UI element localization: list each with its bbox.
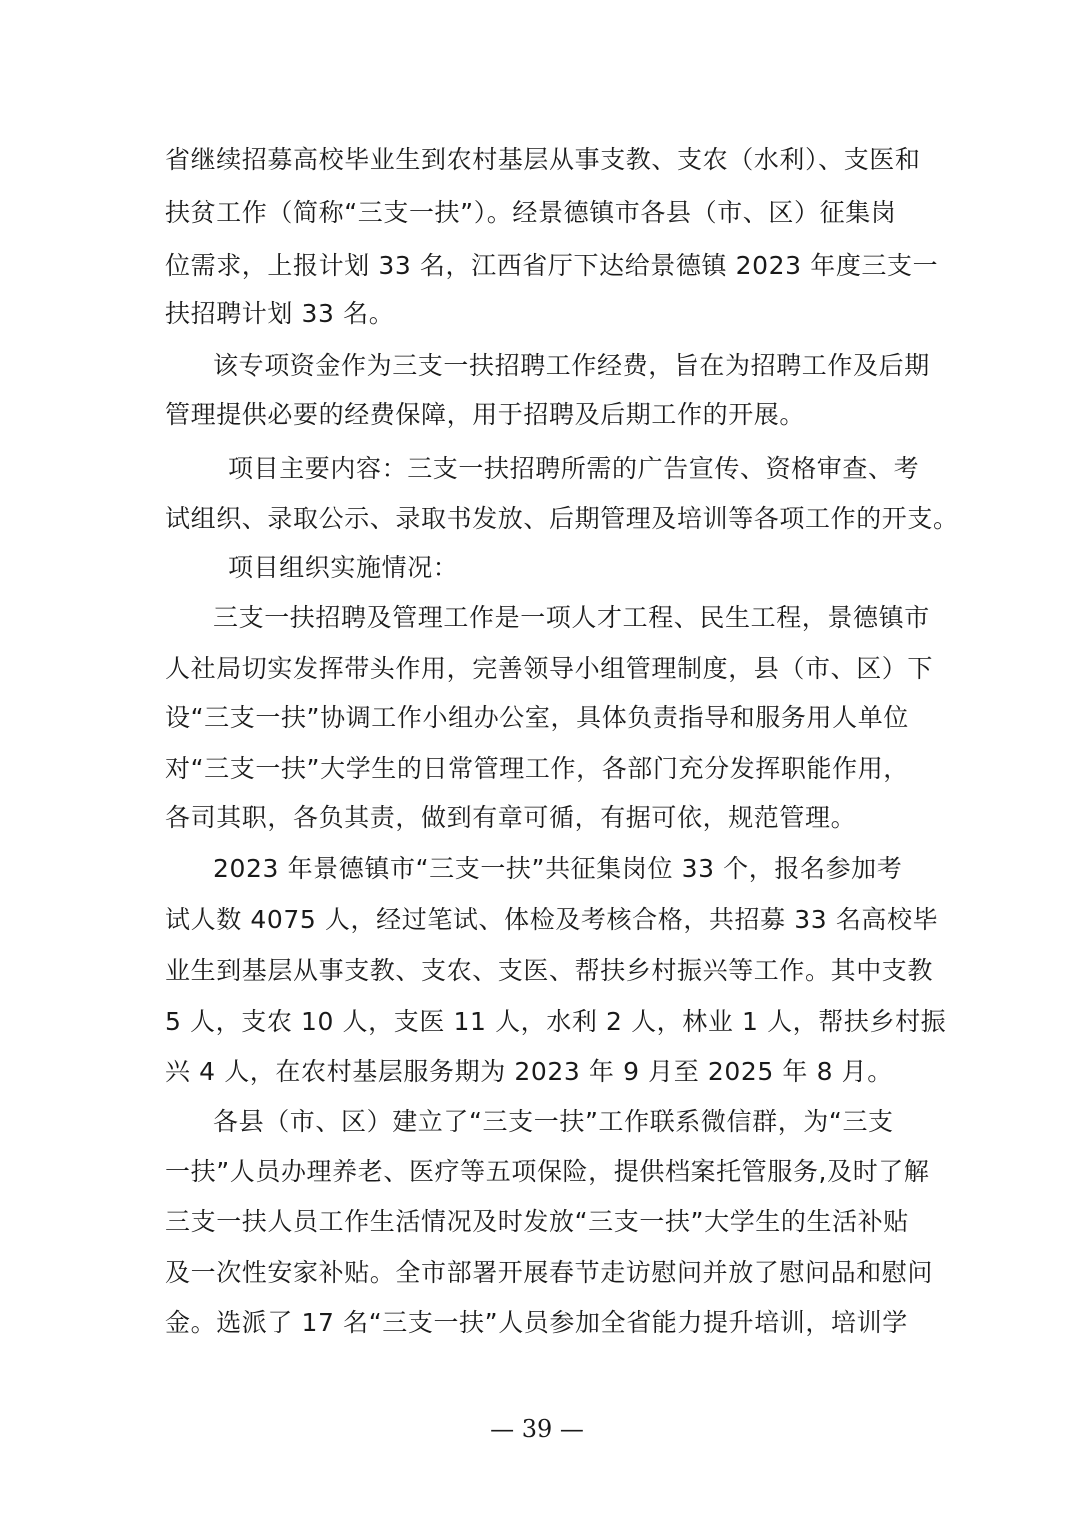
text-line: 扶招聘计划 33 名。 xyxy=(165,299,395,328)
text-line: 位需求，上报计划 33 名，江西省厅下达给景德镇 2023 年度三支一 xyxy=(165,251,939,280)
text-line: 兴 4 人，在农村基层服务期为 2023 年 9 月至 2025 年 8 月。 xyxy=(165,1057,893,1086)
text-line: 金。选派了 17 名“三支一扶”人员参加全省能力提升培训，培训学 xyxy=(165,1308,908,1337)
text-line: 5 人，支农 10 人，支医 11 人，水利 2 人，林业 1 人，帮扶乡村振 xyxy=(165,1007,947,1036)
text-line: 管理提供必要的经费保障，用于招聘及后期工作的开展。 xyxy=(165,400,806,429)
text-line: 试组织、录取公示、录取书发放、后期管理及培训等各项工作的开支。 xyxy=(165,504,959,533)
text-line: 2023 年景德镇市“三支一扶”共征集岗位 33 个，报名参加考 xyxy=(213,854,903,883)
text-line: 对“三支一扶”大学生的日常管理工作，各部门充分发挥职能作用， xyxy=(165,754,909,783)
text-line: 各司其职，各负其责，做到有章可循，有据可依，规范管理。 xyxy=(165,803,857,832)
text-line: 一扶”人员办理养老、医疗等五项保险，提供档案托管服务,及时了解 xyxy=(165,1157,930,1186)
section-heading: 项目组织实施情况： xyxy=(228,553,459,582)
text-line: 三支一扶招聘及管理工作是一项人才工程、民生工程，景德镇市 xyxy=(213,603,930,632)
page-number: — 39 — xyxy=(490,1415,584,1443)
text-line: 及一次性安家补贴。全市部署开展春节走访慰问并放了慰问品和慰问 xyxy=(165,1258,934,1287)
text-line: 省继续招募高校毕业生到农村基层从事支教、支农（水利）、支医和 xyxy=(165,145,921,174)
text-line: 三支一扶人员工作生活情况及时发放“三支一扶”大学生的生活补贴 xyxy=(165,1207,909,1236)
text-line: 业生到基层从事支教、支农、支医、帮扶乡村振兴等工作。其中支教 xyxy=(165,956,934,985)
text-line: 试人数 4075 人，经过笔试、体检及考核合格，共招募 33 名高校毕 xyxy=(165,905,939,934)
text-line: 设“三支一扶”协调工作小组办公室，具体负责指导和服务用人单位 xyxy=(165,703,909,732)
text-line: 各县（市、区）建立了“三支一扶”工作联系微信群，为“三支 xyxy=(213,1107,894,1136)
text-line: 人社局切实发挥带头作用，完善领导小组管理制度，县（市、区）下 xyxy=(165,654,934,683)
text-line: 扶贫工作（简称“三支一扶”）。经景德镇市各县（市、区）征集岗 xyxy=(165,198,897,227)
text-line: 项目主要内容：三支一扶招聘所需的广告宣传、资格审查、考 xyxy=(228,454,920,483)
text-line: 该专项资金作为三支一扶招聘工作经费，旨在为招聘工作及后期 xyxy=(213,351,930,380)
